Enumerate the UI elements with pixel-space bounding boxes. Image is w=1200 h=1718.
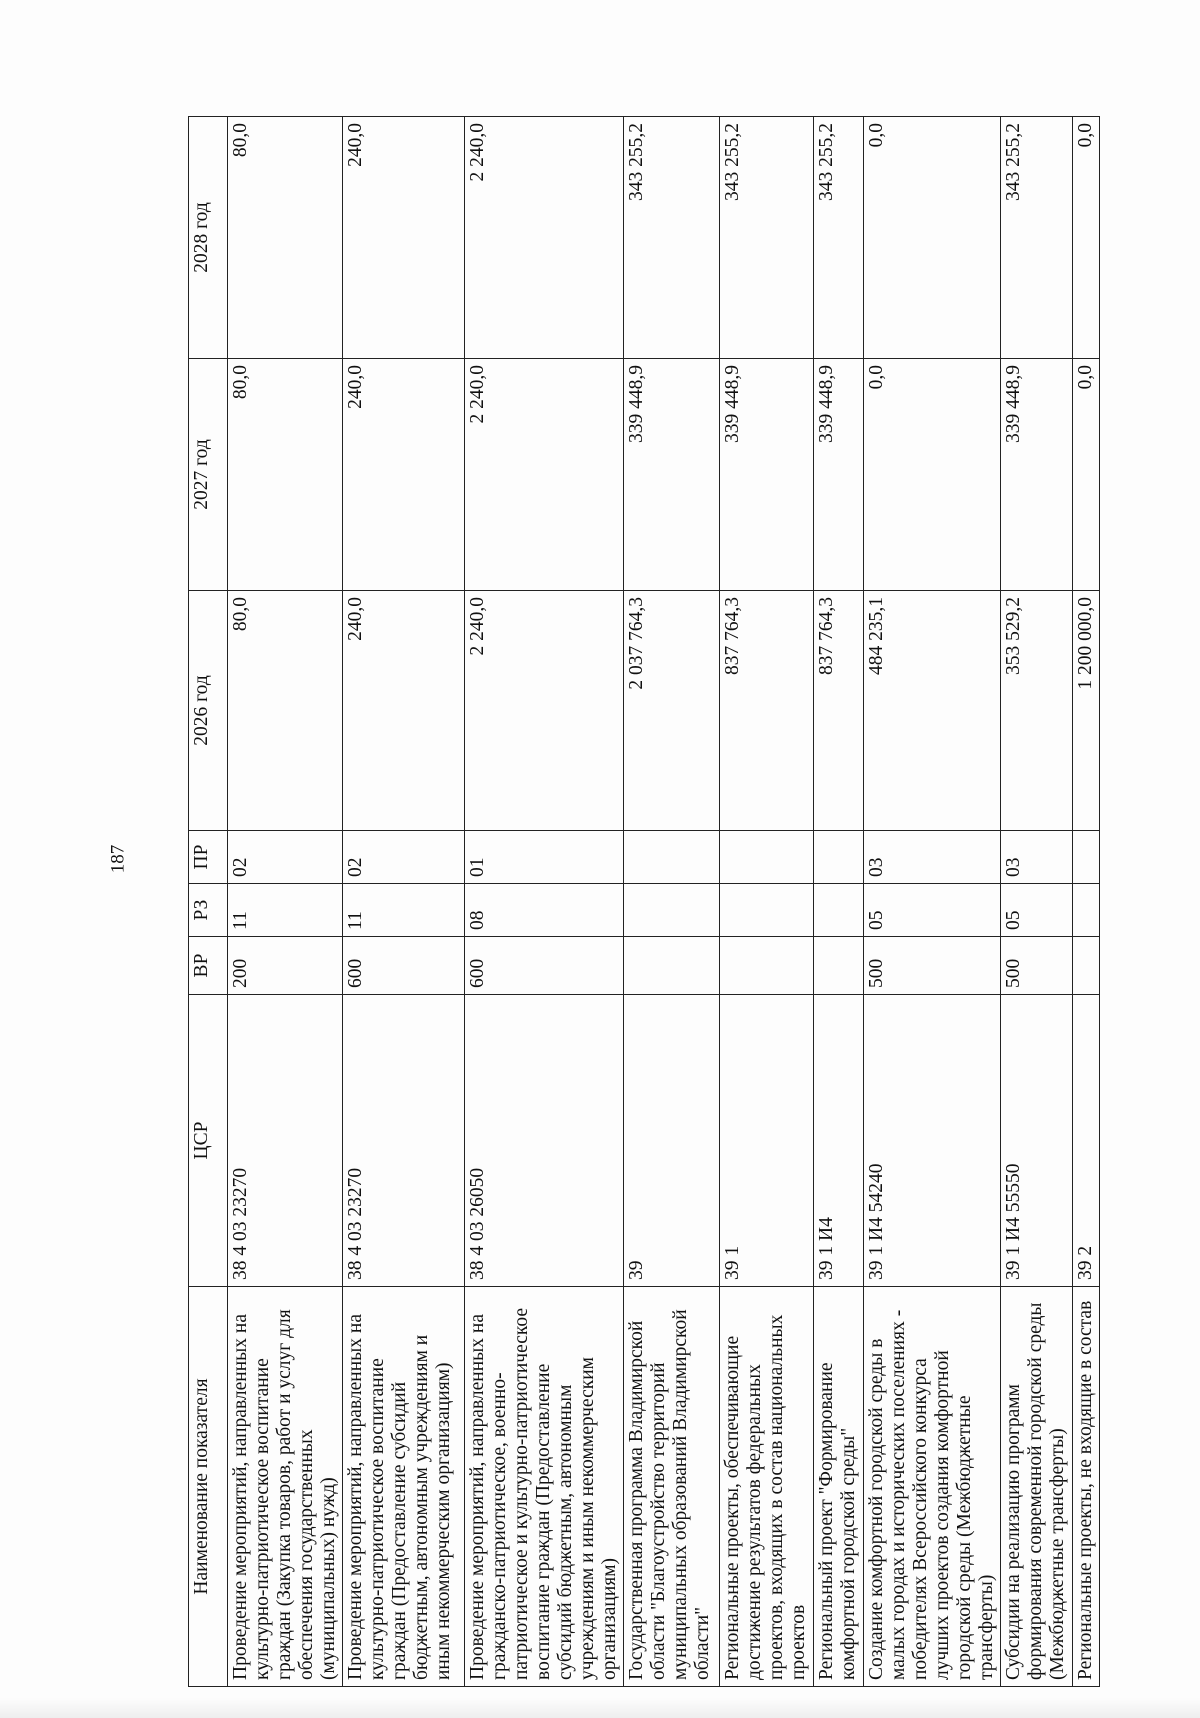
cell-pr <box>813 831 863 884</box>
cell-name: Проведение мероприятий, направленных на культурно-патриотическое воспитание граждан (Предоставление субсидий бюджетным, автономным учреждениям и иным некоммерческим организациям) <box>343 1287 465 1687</box>
cell-2026: 2 240,0 <box>465 591 624 831</box>
cell-pr: 02 <box>343 831 465 884</box>
cell-2028: 2 240,0 <box>465 117 624 359</box>
cell-pr <box>624 831 720 884</box>
cell-pr: 01 <box>465 831 624 884</box>
header-2026: 2026 год <box>189 591 228 831</box>
cell-csr: 39 1 И4 <box>813 995 863 1287</box>
cell-rz <box>720 884 813 937</box>
cell-name: Проведение мероприятий, направленных на гражданско-патриотическое, военно-патриотическое и культурно-патриотическое воспитание граждан (Предоставление субсидий бюджетным, автономным учреждениям и иным некоммерческим организациям) <box>465 1287 624 1687</box>
cell-2028: 343 255,2 <box>1000 117 1072 359</box>
cell-csr: 39 1 <box>720 995 813 1287</box>
cell-vr: 500 <box>1000 937 1072 995</box>
cell-csr: 38 4 03 26050 <box>465 995 624 1287</box>
cell-csr: 39 1 И4 55550 <box>1000 995 1072 1287</box>
cell-2026: 240,0 <box>343 591 465 831</box>
cell-csr: 38 4 03 23270 <box>228 995 343 1287</box>
cell-vr: 600 <box>465 937 624 995</box>
cell-2026: 837 764,3 <box>813 591 863 831</box>
table-row <box>1000 117 1072 1687</box>
cell-2027: 2 240,0 <box>465 359 624 591</box>
header-vr: ВР <box>189 937 228 995</box>
cell-2027: 0,0 <box>1072 359 1099 591</box>
header-2028: 2028 год <box>189 117 228 359</box>
cell-2027: 339 448,9 <box>624 359 720 591</box>
cell-pr <box>720 831 813 884</box>
cell-2026: 484 235,1 <box>863 591 1000 831</box>
cell-2027: 339 448,9 <box>720 359 813 591</box>
cell-vr: 600 <box>343 937 465 995</box>
cell-vr <box>624 937 720 995</box>
header-2027: 2027 год <box>189 359 228 591</box>
cell-rz <box>1072 884 1099 937</box>
cell-csr: 39 <box>624 995 720 1287</box>
cell-csr: 39 2 <box>1072 995 1099 1287</box>
cell-2028: 240,0 <box>343 117 465 359</box>
cell-pr: 03 <box>863 831 1000 884</box>
cell-name: Государственная программа Владимирской области "Благоустройство территорий муниципальных образований Владимирской области" <box>624 1287 720 1687</box>
header-rz: РЗ <box>189 884 228 937</box>
rotated-table-container <box>188 117 1138 1687</box>
cell-rz: 11 <box>343 884 465 937</box>
cell-pr: 03 <box>1000 831 1072 884</box>
cell-vr: 200 <box>228 937 343 995</box>
cell-2026: 1 200 000,0 <box>1072 591 1099 831</box>
table-row <box>228 117 343 1687</box>
cell-2027: 80,0 <box>228 359 343 591</box>
cell-rz: 05 <box>863 884 1000 937</box>
cell-vr <box>720 937 813 995</box>
cell-2026: 2 037 764,3 <box>624 591 720 831</box>
cell-2028: 343 255,2 <box>720 117 813 359</box>
cell-name: Создание комфортной городской среды в малых городах и исторических поселениях - победителях Всероссийского конкурса лучших проектов создания комфортной городской среды (Межбюджетные трансферты) <box>863 1287 1000 1687</box>
cell-2028: 80,0 <box>228 117 343 359</box>
header-name: Наименование показателя <box>189 1287 228 1687</box>
cell-2027: 240,0 <box>343 359 465 591</box>
page-number: 187 <box>107 844 129 874</box>
cell-vr <box>1072 937 1099 995</box>
cell-2028: 0,0 <box>1072 117 1099 359</box>
cell-vr: 500 <box>863 937 1000 995</box>
cell-rz: 05 <box>1000 884 1072 937</box>
cell-2028: 343 255,2 <box>813 117 863 359</box>
cell-pr: 02 <box>228 831 343 884</box>
cell-csr: 39 1 И4 54240 <box>863 995 1000 1287</box>
cell-vr <box>813 937 863 995</box>
table-row <box>720 117 813 1687</box>
header-pr: ПР <box>189 831 228 884</box>
cell-2028: 0,0 <box>863 117 1000 359</box>
cell-rz <box>813 884 863 937</box>
table-row <box>624 117 720 1687</box>
cell-rz <box>624 884 720 937</box>
table-row <box>465 117 624 1687</box>
cell-2027: 339 448,9 <box>813 359 863 591</box>
table-header-row <box>189 117 228 1687</box>
cell-2027: 0,0 <box>863 359 1000 591</box>
cell-rz: 08 <box>465 884 624 937</box>
cell-name: Региональные проекты, не входящие в состав <box>1072 1287 1099 1687</box>
table-row <box>813 117 863 1687</box>
cell-name: Региональные проекты, обеспечивающие достижение результатов федеральных проектов, входящих в состав национальных проектов <box>720 1287 813 1687</box>
cell-2026: 837 764,3 <box>720 591 813 831</box>
table-row <box>863 117 1000 1687</box>
cell-pr <box>1072 831 1099 884</box>
budget-table <box>188 116 1100 1687</box>
cell-2026: 353 529,2 <box>1000 591 1072 831</box>
cell-name: Субсидии на реализацию программ формирования современной городской среды (Межбюджетные трансферты) <box>1000 1287 1072 1687</box>
cell-2026: 80,0 <box>228 591 343 831</box>
cell-rz: 11 <box>228 884 343 937</box>
table-row <box>1072 117 1099 1687</box>
cell-2027: 339 448,9 <box>1000 359 1072 591</box>
header-csr: ЦСР <box>189 995 228 1287</box>
cell-csr: 38 4 03 23270 <box>343 995 465 1287</box>
scan-bottom-edge <box>0 1698 1200 1718</box>
cell-name: Проведение мероприятий, направленных на культурно-патриотическое воспитание граждан (Закупка товаров, работ и услуг для обеспечения государственных (муниципальных) нужд) <box>228 1287 343 1687</box>
table-row <box>343 117 465 1687</box>
cell-2028: 343 255,2 <box>624 117 720 359</box>
cell-name: Региональный проект "Формирование комфортной городской среды" <box>813 1287 863 1687</box>
